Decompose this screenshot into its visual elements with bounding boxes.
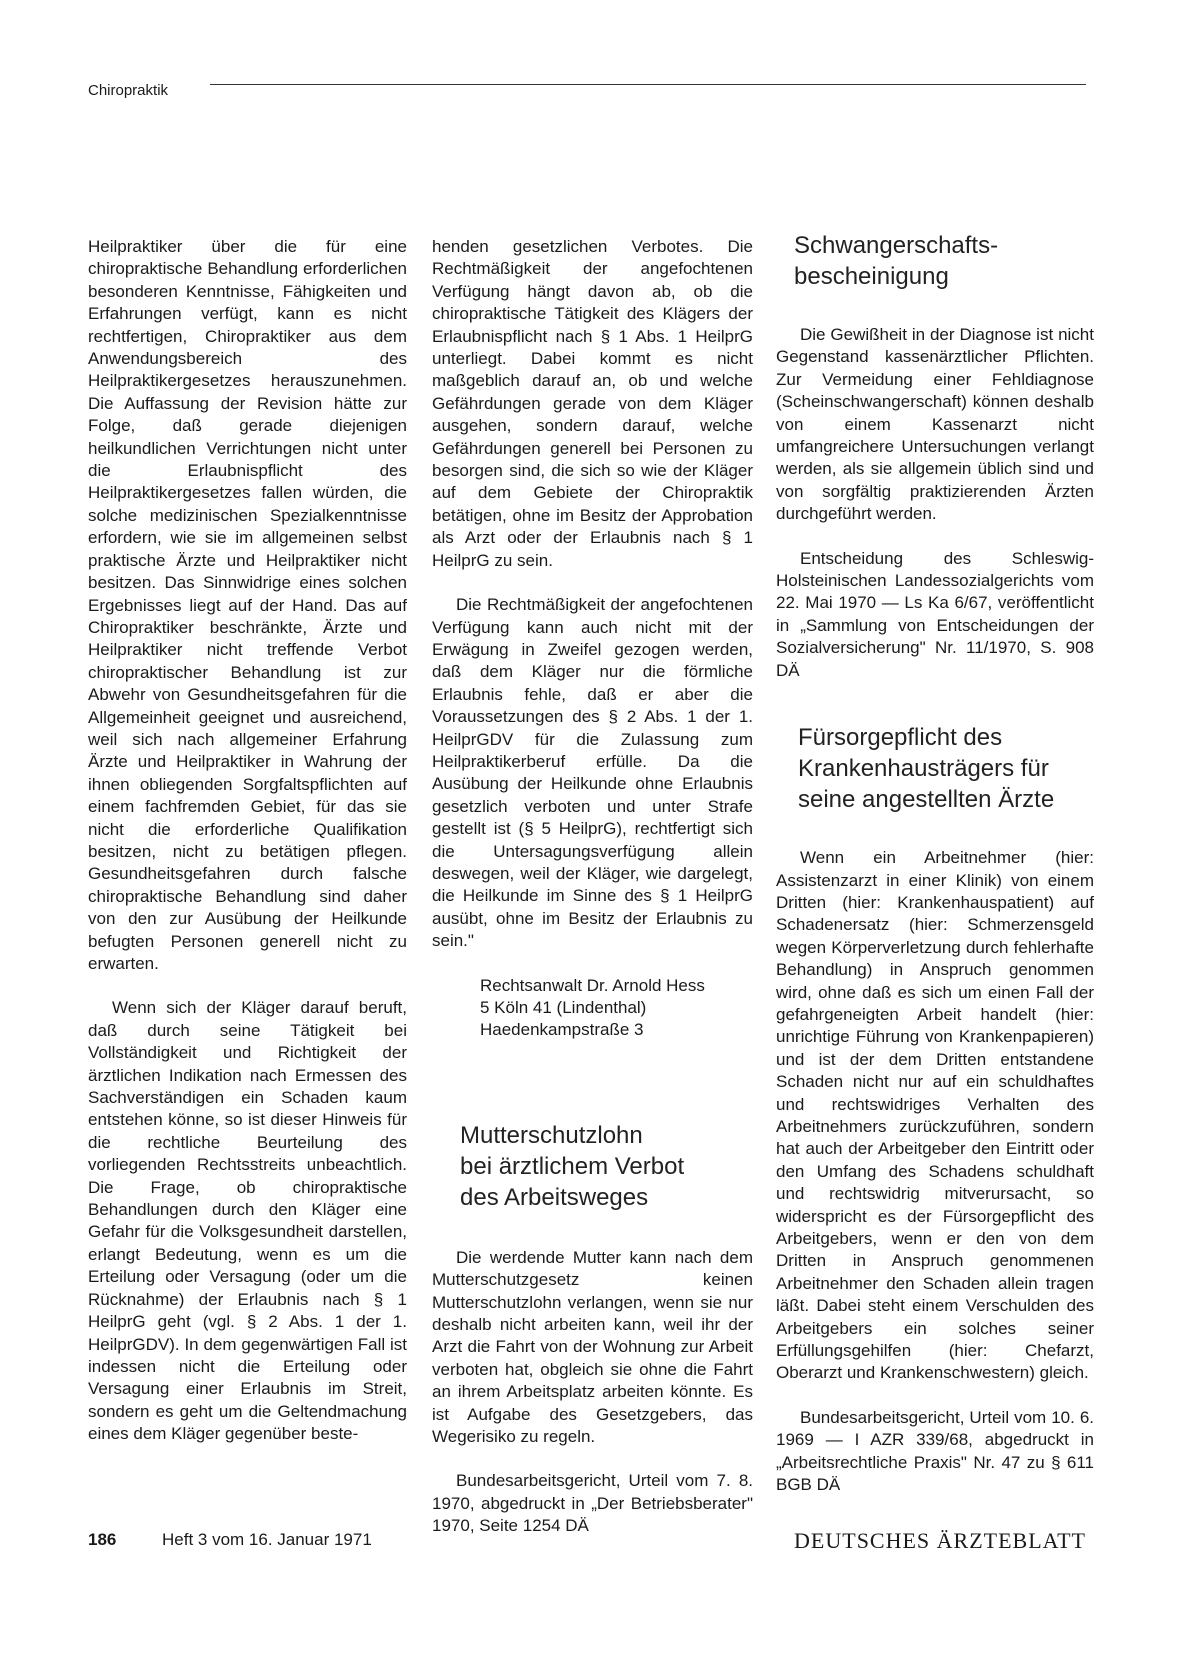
col2-paragraph-1: henden gesetzlichen Verbotes. Die Rechtmäßigkeit der angefochtenen Verfügung hängt davon ab, ob die chiropraktische Tätigkeit des Klägers der Erlaubnispflicht nach § 1 Abs. 1 HeilprG unterliegt. Dabei kommt es nicht maßgeblich darauf an, ob und welche Gefährdungen gerade von dem Kläger ausgehen, sondern darauf, welche Gefährdungen generell bei Personen zu besorgen sind, die sich so wie der Kläger auf dem Gebiete der Chiropraktik betätigen, ohne im Besitz der Approbation als Arzt oder der Erlaubnis nach § 1 HeilprG zu sein.	[432, 237, 753, 570]
page-number: 186	[88, 1530, 117, 1549]
journal-name: DEUTSCHES ÄRZTEBLATT	[794, 1528, 1086, 1553]
col1-paragraph-2: Wenn sich der Kläger darauf beruft, daß durch seine Tätigkeit bei Vollständigkeit und Richtigkeit der ärztlichen Indikation nach Ermessen des Sachverständigen ein Schaden kaum entstehen könne, so ist dieser Hinweis für die rechtliche Beurteilung des vorliegenden Rechtsstreits unbeachtlich. Die Frage, ob chiropraktische Behandlungen durch den Kläger eine Gefahr für die Volksgesundheit darstellen, erlangt Bedeutung, wenn es um die Erteilung oder Versagung (oder um die Rücknahme) der Erlaubnis nach § 1 HeilprG geht (vgl. § 2 Abs. 1 der 1. HeilprGDV). In dem gegenwärtigen Fall ist indessen nicht die Erteilung oder Versagung einer Erlaubnis im Streit, sondern es geht um die Geltendmachung eines dem Kläger gegenüber beste-	[88, 998, 407, 1444]
column-1	[88, 236, 407, 1446]
author-city: 5 Köln 41 (Lindenthal)	[480, 998, 647, 1017]
heading-schwangerschaftsbescheinigung: Schwangerschafts- bescheinigung	[794, 232, 999, 290]
col3-citation-1: Entscheidung des Schleswig-Holsteinischen Landessozialgerichts vom 22. Mai 1970 — Ls Ka 6/67, veröffentlicht in „Sammlung von Entscheidungen der Sozialversicherung" Nr. 11/1970, S. 908 DÄ	[776, 548, 1094, 680]
col3-paragraph-2: Wenn ein Arbeitnehmer (hier: Assistenzarzt in einer Klinik) von einem Dritten (hier: Krankenhauspatient) auf Schadenersatz (hier: Schmerzensgeld wegen Körperverletzung durch fehlerhafte Behandlung) in Anspruch genommen wird, ohne daß es sich um einen Fall der gefahrgeneigten Arbeit handelt (hier: unrichtige Führung von Krankenpapieren) und ist der dem Dritten entstandene Schaden nicht nur auf ein schuldhaftes und rechtswidriges Verhalten des Arbeitnehmers zurückzuführen, sondern hat auch der Arbeitgeber den Eintritt oder den Umfang des Schadens schuldhaft und rechtswidrig mitverursacht, so widerspricht es der Fürsorgepflicht des Arbeitgebers, wenn er den von dem Dritten in Anspruch genommenen Arbeitnehmer den Schaden allein tragen läßt. Dabei steht einem Verschulden des Arbeitgebers ein solches seiner Erfüllungsgehilfen (hier: Chefarzt, Oberarzt und Krankenschwestern) gleich.	[776, 848, 1094, 1383]
col2-paragraph-2: Die Rechtmäßigkeit der angefochtenen Verfügung kann auch nicht mit der Erwägung in Zweifel gezogen werden, daß dem Kläger nur die förmliche Erlaubnis fehle, daß er aber die Voraussetzungen des § 2 Abs. 1 der 1. HeilprGDV für die Zulassung zum Heilpraktikerberuf erfülle. Da die Ausübung der Heilkunde ohne Erlaubnis gesetzlich verboten und unter Strafe gestellt ist (§ 5 HeilprG), rechtfertigt sich die Untersagungsverfügung allein deswegen, weil der Kläger, wie dargelegt, die Heilkunde im Sinne des § 1 HeilprG ausübt, ohne im Besitz der Erlaubnis zu sein."	[432, 595, 753, 951]
author-name: Rechtsanwalt Dr. Arnold Hess	[480, 975, 705, 995]
section-label: Chiropraktik	[88, 82, 169, 99]
column-2	[432, 236, 753, 1538]
col2-citation: Bundesarbeitsgericht, Urteil vom 7. 8. 1970, abgedruckt in „Der Betriebsberater" 1970, Seite 1254 DÄ	[432, 1471, 753, 1536]
column-3	[776, 232, 1094, 1496]
col1-paragraph-1: Heilpraktiker über die für eine chiropraktische Behandlung erforderlichen besonderen Kenntnisse, Fähigkeiten und Erfahrungen verfügt, kann es nicht rechtfertigen, Chiropraktiker aus dem Anwendungsbereich des Heilpraktikergesetzes herauszunehmen. Die Auffassung der Revision hätte zur Folge, daß gerade diejenigen heilkundlichen Verrichtungen nicht unter die Erlaubnispflicht des Heilpraktikergesetzes fallen würden, die solche medizinischen Spezialkenntnisse erfordern, wie sie im allgemeinen selbst praktische Ärzte und Heilpraktiker nicht besitzen. Das Sinnwidrige eines solchen Ergebnisses liegt auf der Hand. Das auf Chiropraktiker beschränkte, Ärzte und Heilpraktiker nicht treffende Verbot chiropraktischer Behandlung ist zur Abwehr von Gesundheitsgefahren für die Allgemeinheit geeignet und ausreichend, weil sich nach allgemeiner Erfahrung Ärzte und Heilpraktiker in Wahrung der ihnen obliegenden Sorgfaltspflichten auf einem fachfremden Gebiet, für das sie nicht die erforderliche Qualifikation besitzen, nicht zu betätigen pflegen. Gesundheitsgefahren durch falsche chiropraktische Behandlung sind daher von den zur Ausübung der Heilkunde befugten Personen generell nicht zu erwarten.	[88, 237, 407, 973]
author-address	[432, 975, 753, 1042]
col3-citation-2: Bundesarbeitsgericht, Urteil vom 10. 6. 1969 — I AZR 339/68, abgedruckt in „Arbeitsrechtliche Praxis" Nr. 47 zu § 611 BGB DÄ	[776, 1407, 1094, 1495]
heading-mutterschutzlohn: Mutterschutzlohn bei ärztlichem Verbot des Arbeitsweges	[460, 1121, 685, 1211]
author-street: Haedenkampstraße 3	[480, 1020, 644, 1040]
heading-fuersorgepflicht: Fürsorgepflicht des Krankenhausträgers für seine angestellten Ärzte	[798, 724, 1055, 814]
col3-paragraph-1: Die Gewißheit in der Diagnose ist nicht Gegenstand kassenärztlicher Pflichten. Zur Vermeidung einer Fehldiagnose (Scheinschwangerschaft) können deshalb von einem Kassenarzt nicht umfangreichere Untersuchungen verlangt werden, als sie allgemein üblich sind und von sorgfältig praktizierenden Ärzten durchgeführt werden.	[776, 325, 1094, 524]
issue-info: Heft 3 vom 16. Januar 1971	[162, 1530, 372, 1549]
col2-paragraph-3: Die werdende Mutter kann nach dem Mutterschutzgesetz keinen Mutterschutzlohn verlangen, wenn sie nur deshalb nicht arbeiten kann, weil ihr der Arzt die Fahrt von der Wohnung zur Arbeit verboten hat, obgleich sie ohne die Fahrt an ihrem Arbeitsplatz arbeiten könnte. Es ist Aufgabe des Gesetzgebers, das Wegerisiko zu regeln.	[432, 1247, 753, 1447]
page-footer	[88, 1528, 1086, 1554]
header-rule	[210, 84, 1086, 85]
